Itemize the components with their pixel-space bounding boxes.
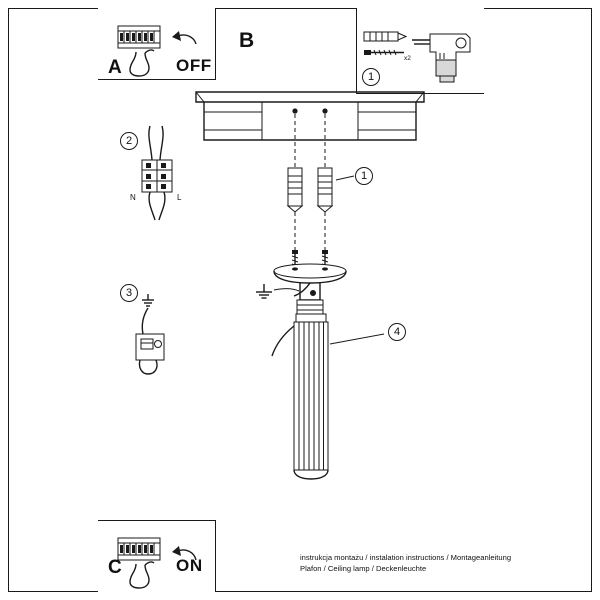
step-callout-3: 3 (120, 284, 138, 302)
caption-line-2: Plafon / Ceiling lamp / Deckenleuchte (300, 564, 427, 573)
panel-c-letter: C (108, 557, 123, 578)
panel-b-letter: B (239, 29, 255, 52)
lamp-socket (294, 283, 323, 314)
svg-text:N: N (130, 193, 136, 202)
step3-tester-icon (136, 294, 164, 374)
step1-screw-icon (364, 50, 404, 55)
step1-wallplug-icon (364, 32, 406, 41)
panel-c-state-label: ON (176, 556, 203, 575)
step-callout-1-center: 1 (355, 167, 373, 185)
panel-a-fusebox-icon (118, 26, 160, 48)
panel-c-fusebox-icon (118, 538, 160, 560)
step-callout-4: 4 (388, 323, 406, 341)
wall-plug-pair (288, 168, 332, 212)
panel-a-state-label: OFF (176, 56, 212, 75)
panel-a-letter: A (108, 57, 123, 78)
caption-line-1: instrukcja montażu / instalation instructions / Montageanleitung (300, 553, 512, 562)
lamp-cylinder (272, 314, 328, 479)
drill-icon (412, 34, 470, 82)
earth-ground-icon (256, 284, 299, 298)
ceiling-slab (196, 92, 424, 140)
step-callout-1-top: 1 (362, 68, 380, 86)
sheet-caption (300, 552, 530, 574)
svg-text:L: L (177, 193, 182, 202)
canopy-plate (274, 264, 346, 283)
step1-multiplier-label: x2 (404, 55, 411, 62)
step-callout-2: 2 (120, 132, 138, 150)
